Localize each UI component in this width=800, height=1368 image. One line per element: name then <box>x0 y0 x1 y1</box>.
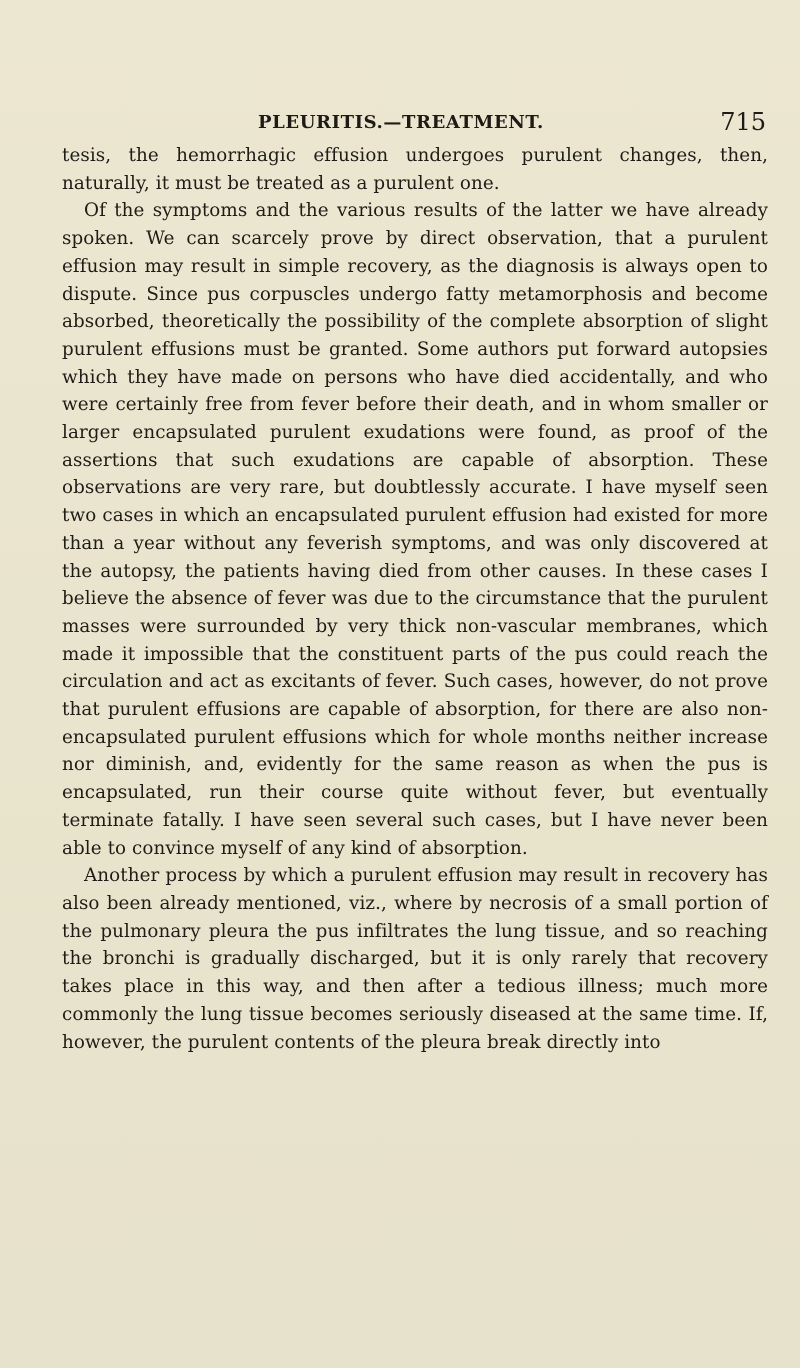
paragraph-continued: tesis, the hemorrhagic effusion undergoes purulent changes, then, naturally, it must be treated as a purulent one. <box>62 145 768 194</box>
running-title: PLEURITIS.—TREATMENT. <box>258 112 544 133</box>
paragraph-symptoms-results: Of the symptoms and the various results of the latter we have already spoken. We can scarcely prove by direct observation, that a purulent effusion may result in simple recovery, as the diagnosis is always open to dispute. Since pus corpuscles undergo fatty metamorphosis and become absorbed, theoretically the possibility of the complete absorption of slight purulent effusions must be granted. Some authors put forward autopsies which they have made on persons who have died accidentally, and who were certainly free from fever before their death, and in whom smaller or larger encapsulated purulent exudations were found, as proof of the assertions that such exudations are capable of absorption. These observations are very rare, but doubtlessly accurate. I have myself seen two cases in which an encapsulated purulent effusion had existed for more than a year without any feverish symptoms, and was only discovered at the autopsy, the patients having died from other causes. In these cases I believe the absence of fever was due to the circumstance that the purulent masses were surrounded by very thick non-vascular membranes, which made it impossible that the constituent parts of the pus could reach the circulation and act as excitants of fever. Such cases, however, do not prove that purulent effusions are capable of absorption, for there are also non-encapsulated purulent effusions which for whole months neither increase nor diminish, and, evidently for the same reason as when the pus is encapsulated, run their course quite without fever, but eventually terminate fatally. I have seen several such cases, but I have never been able to convince myself of any kind of absorption. <box>62 200 768 859</box>
paragraph-another-process: Another process by which a purulent effusion may result in recovery has also been already mentioned, viz., where by necrosis of a small portion of the pulmonary pleura the pus infiltrates the lung tissue, and so reaching the bronchi is gradually discharged, but it is only rarely that recovery takes place in this way, and then after a tedious illness; much more commonly the lung tissue becomes seriously diseased at the same time. If, however, the purulent contents of the pleura break directly into <box>62 865 768 1053</box>
page-number: 715 <box>720 108 766 136</box>
page-header <box>62 108 768 138</box>
body-text <box>62 142 768 1056</box>
